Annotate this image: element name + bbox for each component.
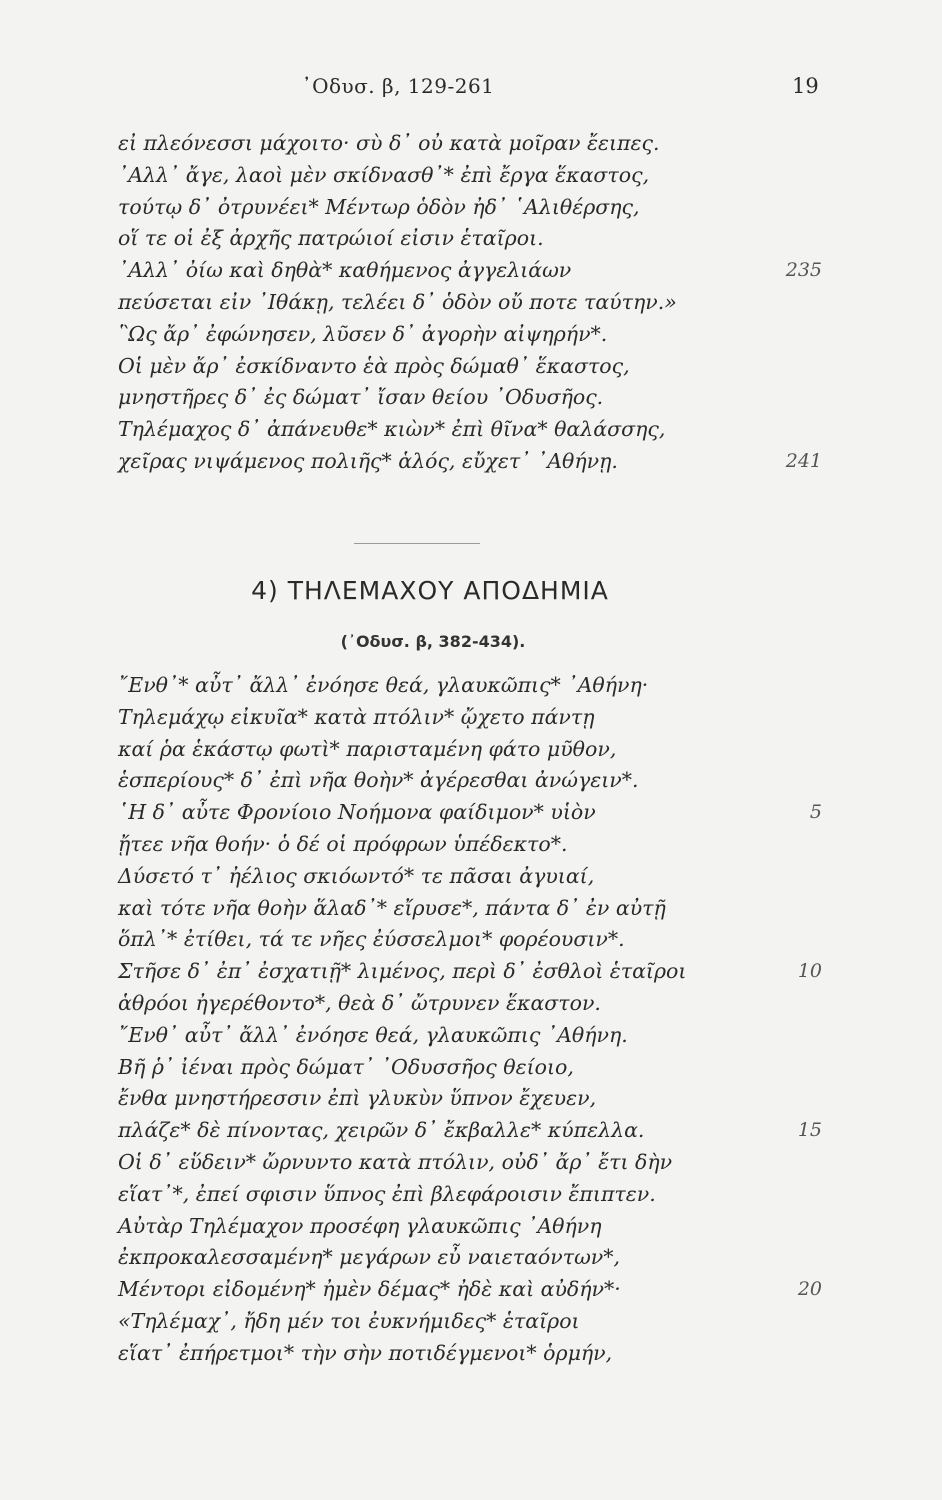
line-number: 15: [797, 1119, 822, 1142]
verse-text: ῎Ενθ᾿* αὖτ᾿ ἄλλ᾿ ἐνόησε θεά, γλαυκῶπις* ᾿Αθήνη·: [118, 673, 649, 697]
line-number: 241: [785, 449, 822, 472]
verse-line: [118, 287, 838, 319]
verse-text: Μέντορι εἰδομένη* ἠμὲν δέμας* ἠδὲ καὶ αὐδήν*·: [118, 1277, 621, 1302]
verse-line: [118, 988, 838, 1020]
verse-line: [118, 351, 838, 383]
verse-line: [118, 670, 838, 702]
verse-block-1: [118, 128, 838, 478]
verse-line: [118, 446, 838, 478]
verse-text: μνηστῆρες δ᾿ ἐς δώματ᾿ ἴσαν θείου ᾿Οδυσῆος.: [118, 385, 604, 410]
verse-line: [118, 1020, 838, 1052]
page-header: [0, 74, 942, 106]
verse-line: [118, 223, 838, 255]
verse-text: Βῆ ῥ᾿ ἰέναι πρὸς δώματ᾿ ᾿Οδυσσῆος θείοιο,: [118, 1054, 574, 1079]
verse-text: Στῆσε δ᾿ ἐπ᾿ ἐσχατιῇ* λιμένος, περὶ δ᾿ ἐσθλοὶ ἑταῖροι: [118, 959, 687, 984]
verse-text: εἵατ᾿ ἐπήρετμοι* τὴν σὴν ποτιδέγμενοι* ὁρμήν,: [118, 1340, 613, 1365]
verse-block-2: [118, 670, 838, 1370]
verse-text: Τηλεμάχῳ εἰκυῖα* κατὰ πτόλιν* ᾤχετο πάντῃ: [118, 704, 595, 729]
verse-line: [118, 128, 838, 160]
verse-text: καὶ τότε νῆα θοὴν ἅλαδ᾿* εἴρυσε*, πάντα δ᾿ ἐν αὐτῇ: [118, 895, 666, 920]
verse-text: χεῖρας νιψάμενος πολιῆς* ἁλός, εὔχετ᾿ ᾿Αθήνῃ.: [118, 448, 618, 473]
verse-text: ἑσπερίους* δ᾿ ἐπὶ νῆα θοὴν* ἀγέρεσθαι ἀνώγειν*.: [118, 768, 639, 793]
running-head: ᾿Οδυσ. β, 129-261: [301, 74, 495, 98]
verse-line: [118, 765, 838, 797]
verse-text: ῝Ως ἄρ᾿ ἐφώνησεν, λῦσεν δ᾿ ἀγορὴν αἰψηρήν*.: [118, 321, 608, 346]
verse-line: [118, 160, 838, 192]
verse-text: ὅπλ᾿* ἐτίθει, τά τε νῆες ἐύσσελμοι* φορέουσιν*.: [118, 927, 625, 952]
verse-text: οἵ τε οἱ ἐξ ἀρχῆς πατρώιοί εἰσιν ἑταῖροι.: [118, 226, 544, 251]
verse-text: Οἱ μὲν ἄρ᾿ ἐσκίδναντο ἑὰ πρὸς δώμαθ᾿ ἕκαστος,: [118, 353, 630, 378]
verse-line: [118, 702, 838, 734]
verse-line: [118, 861, 838, 893]
verse-text: πεύσεται εἰν ᾿Ιθάκῃ, τελέει δ᾿ ὁδὸν οὔ ποτε ταύτην.»: [118, 289, 677, 314]
verse-line: [118, 319, 838, 351]
verse-line: [118, 1179, 838, 1211]
verse-line: [118, 255, 838, 287]
verse-line: [118, 1274, 838, 1306]
verse-line: [118, 414, 838, 446]
page-number: 19: [792, 74, 819, 98]
line-number: 20: [797, 1278, 822, 1301]
verse-line: [118, 382, 838, 414]
verse-text: ῾Η δ᾿ αὖτε Φρονίοιο Νοήμονα φαίδιμον* υἱὸν: [118, 800, 596, 825]
verse-text: ἔνθα μνηστήρεσσιν ἐπὶ γλυκὺν ὕπνον ἔχευεν,: [118, 1086, 597, 1111]
verse-line: [118, 1338, 838, 1370]
verse-text: ἐκπροκαλεσσαμένη* μεγάρων εὖ ναιεταόντων*,: [118, 1245, 621, 1270]
verse-line: [118, 893, 838, 925]
verse-text: καί ῥα ἑκάστῳ φωτὶ* παρισταμένη φάτο μῦθον,: [118, 736, 617, 761]
verse-line: [118, 1052, 838, 1084]
verse-text: ᾿Αλλ᾿ ἄγε, λαοὶ μὲν σκίδνασθ᾿* ἐπὶ ἔργα ἕκαστος,: [118, 162, 650, 187]
verse-text: ῎Ενθ᾿ αὖτ᾿ ἄλλ᾿ ἐνόησε θεά, γλαυκῶπις ᾿Αθήνη.: [118, 1022, 628, 1047]
verse-line: [118, 924, 838, 956]
verse-text: εἵατ᾿*, ἐπεί σφισιν ὕπνος ἐπὶ βλεφάροισιν ἔπιπτεν.: [118, 1181, 656, 1206]
verse-text: Δύσετό τ᾿ ἠέλιος σκιόωντό* τε πᾶσαι ἀγυιαί,: [118, 863, 595, 888]
verse-line: [118, 829, 838, 861]
line-number: 235: [785, 259, 822, 282]
verse-line: [118, 797, 838, 829]
verse-line: [118, 1147, 838, 1179]
line-number: 10: [797, 960, 822, 983]
verse-text: πλάζε* δὲ πίνοντας, χειρῶν δ᾿ ἔκβαλλε* κύπελλα.: [118, 1118, 645, 1143]
verse-text: ἁθρόοι ἠγερέθοντο*, θεὰ δ᾿ ὤτρυνεν ἕκαστον.: [118, 990, 601, 1015]
verse-text: ᾿Αλλ᾿ ὀίω καὶ δηθὰ* καθήμενος ἀγγελιάων: [118, 258, 572, 283]
verse-line: [118, 1115, 838, 1147]
verse-line: [118, 1242, 838, 1274]
section-reference: (᾿Οδυσ. β, 382-434).: [340, 632, 526, 651]
line-number: 5: [809, 801, 822, 824]
verse-text: Οἱ δ᾿ εὕδειν* ὤρνυντο κατὰ πτόλιν, οὐδ᾿ ἄρ᾿ ἔτι δὴν: [118, 1149, 673, 1174]
verse-text: «Τηλέμαχ᾿, ἤδη μέν τοι ἐυκνήμιδες* ἑταῖροι: [118, 1308, 580, 1333]
verse-text: Αὐτὰρ Τηλέμαχον προσέφη γλαυκῶπις ᾿Αθήνη: [118, 1213, 602, 1238]
verse-text: εἰ πλεόνεσσι μάχοιτο· σὺ δ᾿ οὐ κατὰ μοῖραν ἔειπες.: [118, 131, 660, 155]
verse-text: ᾔτεε νῆα θοήν· ὁ δέ οἱ πρόφρων ὑπέδεκτο*.: [118, 831, 568, 856]
section-divider: [354, 543, 480, 544]
verse-text: τούτῳ δ᾿ ὀτρυνέει* Μέντωρ ὁδὸν ἠδ᾿ ῾Αλιθέρσης,: [118, 194, 640, 219]
verse-line: [118, 1083, 838, 1115]
verse-line: [118, 734, 838, 766]
verse-line: [118, 1306, 838, 1338]
verse-line: [118, 1211, 838, 1243]
verse-line: [118, 192, 838, 224]
section-title: 4) ΤΗΛΕΜΑΧΟΥ ΑΠΟΔΗΜΙΑ: [251, 576, 609, 605]
verse-line: [118, 956, 838, 988]
verse-text: Τηλέμαχος δ᾿ ἀπάνευθε* κιὼν* ἐπὶ θῖνα* θαλάσσης,: [118, 417, 666, 442]
